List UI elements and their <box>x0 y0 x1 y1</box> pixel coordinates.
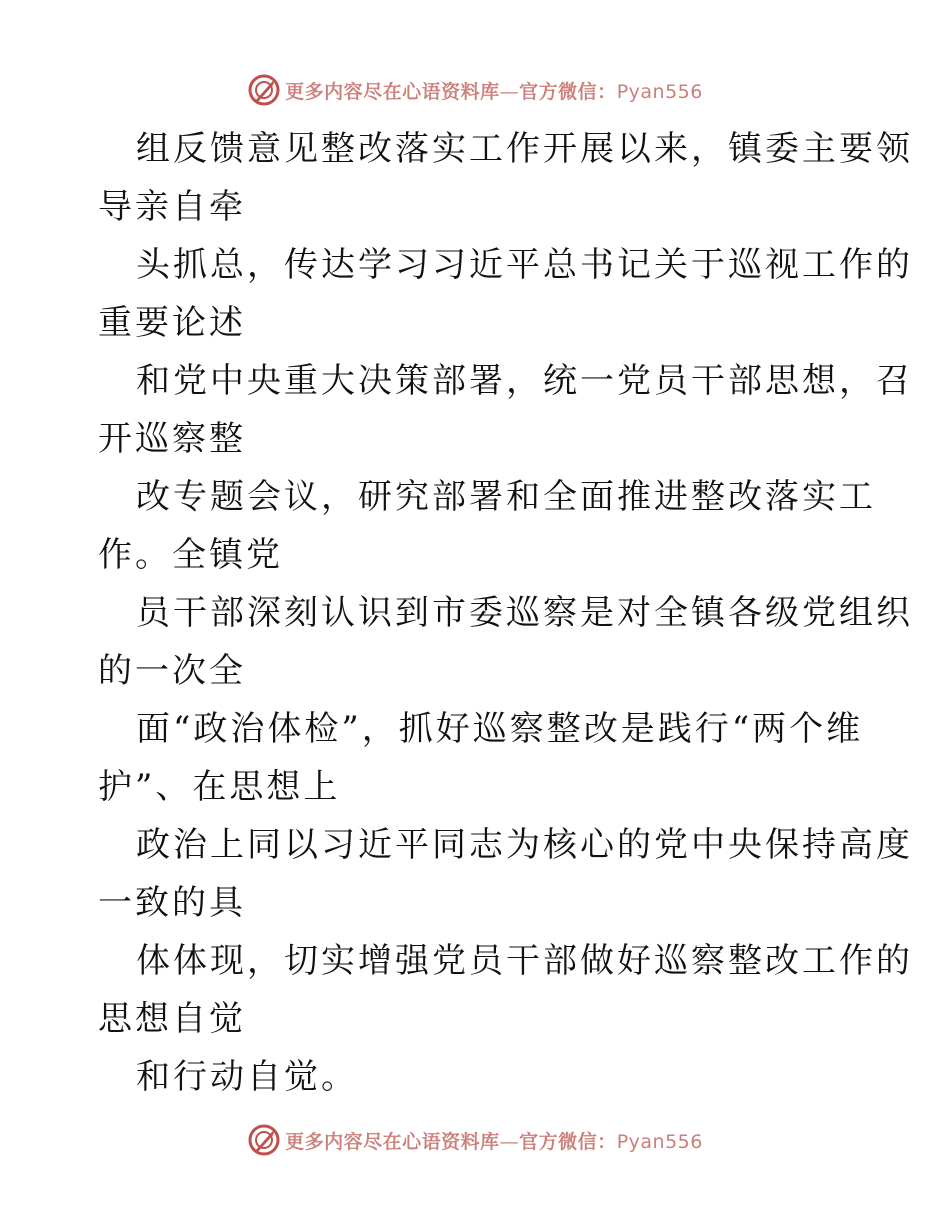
watermark-label: 官方微信： <box>519 80 617 103</box>
paragraph-line: 改专题会议，研究部署和全面推进整改落实工 <box>136 477 876 517</box>
watermark-account: Pyan556 <box>616 80 703 103</box>
paragraph-line: 的一次全 <box>98 651 246 691</box>
watermark-brand: 更多内容尽在心语资料库 <box>285 1130 500 1153</box>
watermark-dash: — <box>499 1130 520 1153</box>
pen-logo-icon <box>247 73 281 107</box>
paragraph-line: 组反馈意见整改落实工作开展以来，镇委主要领 <box>136 129 913 169</box>
paragraph-line: 和行动自觉。 <box>136 1057 358 1097</box>
paragraph-line: 开巡察整 <box>98 419 246 459</box>
paragraph-line: 导亲自牵 <box>98 187 246 227</box>
paragraph-line: 员干部深刻认识到市委巡察是对全镇各级党组织 <box>136 593 913 633</box>
watermark-brand: 更多内容尽在心语资料库 <box>285 80 500 103</box>
paragraph-line: 政治上同以习近平同志为核心的党中央保持高度 <box>136 825 913 865</box>
watermark-text <box>285 1127 703 1154</box>
footer-watermark <box>0 1120 950 1160</box>
watermark-dash: — <box>499 80 520 103</box>
paragraph-line: 头抓总，传达学习习近平总书记关于巡视工作的 <box>136 245 913 285</box>
paragraph-line: 一致的具 <box>98 883 246 923</box>
paragraph-line: 重要论述 <box>98 303 246 343</box>
paragraph-line: 护”、在思想上 <box>98 767 341 807</box>
paragraph-line: 作。全镇党 <box>98 535 283 575</box>
paragraph-line: 思想自觉 <box>98 999 246 1039</box>
paragraph-line: 体体现，切实增强党员干部做好巡察整改工作的 <box>136 941 913 981</box>
paragraph-line: 和党中央重大决策部署，统一党员干部思想，召 <box>136 361 913 401</box>
watermark-account: Pyan556 <box>616 1130 703 1153</box>
watermark-label: 官方微信： <box>519 1130 617 1153</box>
document-body <box>98 120 913 1106</box>
header-watermark <box>0 70 950 110</box>
pen-logo-icon <box>247 1123 281 1157</box>
paragraph-line: 面“政治体检”，抓好巡察整改是践行“两个维 <box>136 709 864 749</box>
watermark-text <box>285 77 703 104</box>
